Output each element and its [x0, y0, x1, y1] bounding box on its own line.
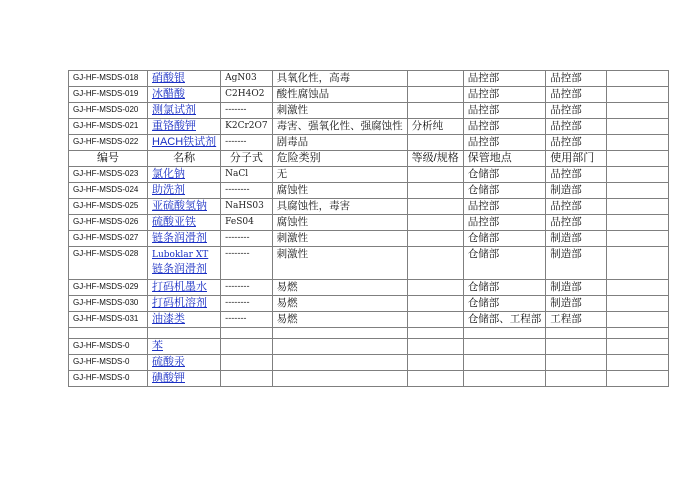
msds-code-cell: GJ-HF-MSDS-030 [69, 296, 148, 312]
msds-code-cell: GJ-HF-MSDS-019 [69, 87, 148, 103]
table-row [69, 103, 669, 119]
grade-cell [407, 87, 463, 103]
formula-cell: K2Cr2O7 [221, 119, 272, 135]
formula-cell: -------- [221, 280, 272, 296]
hazard-cell: 酸性腐蚀品 [272, 87, 407, 103]
empty-cell [221, 355, 272, 371]
chemical-link[interactable]: 氯化钠 [152, 168, 185, 180]
empty-cell [546, 339, 607, 355]
chemical-name-cell [148, 119, 221, 135]
chemical-link[interactable]: 打码机墨水 [152, 281, 207, 293]
formula-cell: FeS04 [221, 215, 272, 231]
chemical-link[interactable]: 测氯试剂 [152, 104, 196, 116]
msds-code-cell: GJ-HF-MSDS-018 [69, 71, 148, 87]
table-row [69, 183, 669, 199]
chemical-name-cell [148, 135, 221, 151]
grade-cell [407, 231, 463, 247]
empty-cell [546, 355, 607, 371]
location-cell: 品控部 [463, 87, 546, 103]
empty-cell [607, 183, 669, 199]
location-cell: 仓储部 [463, 183, 546, 199]
empty-cell [607, 119, 669, 135]
hazard-cell: 刺激性 [272, 247, 407, 280]
formula-cell: -------- [221, 183, 272, 199]
chemical-link[interactable]: 碘酸钾 [152, 372, 185, 384]
chemical-link[interactable]: 油漆类 [152, 313, 185, 325]
location-cell: 仓储部 [463, 167, 546, 183]
empty-cell [407, 328, 463, 339]
header-location: 保管地点 [463, 151, 546, 167]
table-row [69, 215, 669, 231]
empty-cell [463, 328, 546, 339]
location-cell: 仓储部 [463, 247, 546, 280]
blank-row [69, 328, 669, 339]
table-row [69, 231, 669, 247]
dept-cell: 制造部 [546, 183, 607, 199]
hazard-cell: 刺激性 [272, 231, 407, 247]
chemical-link[interactable]: HACH铁试剂 [152, 136, 217, 148]
formula-cell: ------- [221, 135, 272, 151]
location-cell: 品控部 [463, 135, 546, 151]
dept-cell: 品控部 [546, 71, 607, 87]
location-cell: 品控部 [463, 103, 546, 119]
dept-cell: 品控部 [546, 215, 607, 231]
dept-cell: 品控部 [546, 199, 607, 215]
empty-cell [463, 339, 546, 355]
msds-code-cell: GJ-HF-MSDS-0 [69, 371, 148, 387]
hazard-cell: 易燃 [272, 296, 407, 312]
empty-cell [546, 371, 607, 387]
grade-cell [407, 280, 463, 296]
table-row [69, 135, 669, 151]
dept-cell: 品控部 [546, 167, 607, 183]
grade-cell [407, 296, 463, 312]
empty-cell [607, 231, 669, 247]
empty-cell [607, 135, 669, 151]
chemical-name-cell [148, 296, 221, 312]
empty-cell [607, 167, 669, 183]
location-cell: 仓储部 [463, 296, 546, 312]
hazard-cell: 腐蚀性 [272, 183, 407, 199]
empty-cell [221, 339, 272, 355]
msds-table-body [69, 71, 669, 387]
formula-cell: ------- [221, 103, 272, 119]
empty-cell [272, 371, 407, 387]
grade-cell [407, 183, 463, 199]
empty-cell [607, 296, 669, 312]
location-cell: 仓储部 [463, 280, 546, 296]
empty-cell [607, 87, 669, 103]
chemical-link[interactable]: 重铬酸钾 [152, 120, 196, 132]
location-cell: 品控部 [463, 215, 546, 231]
formula-cell: AgN03 [221, 71, 272, 87]
hazard-cell: 无 [272, 167, 407, 183]
msds-code-cell: GJ-HF-MSDS-027 [69, 231, 148, 247]
dept-cell: 品控部 [546, 119, 607, 135]
grade-cell [407, 215, 463, 231]
empty-cell [221, 328, 272, 339]
msds-code-cell: GJ-HF-MSDS-0 [69, 355, 148, 371]
header-dept: 使用部门 [546, 151, 607, 167]
chemical-name-cell [148, 103, 221, 119]
empty-cell [272, 328, 407, 339]
dept-cell: 制造部 [546, 247, 607, 280]
hazard-cell: 具氧化性，高毒 [272, 71, 407, 87]
empty-cell [463, 355, 546, 371]
empty-cell [463, 371, 546, 387]
chemical-name-cell [148, 215, 221, 231]
grade-cell [407, 71, 463, 87]
hazard-cell: 具腐蚀性，毒害 [272, 199, 407, 215]
header-hazard: 危险类别 [272, 151, 407, 167]
chemical-name-cell [148, 231, 221, 247]
empty-cell [607, 355, 669, 371]
grade-cell [407, 103, 463, 119]
hazard-cell: 毒害、强氧化性、强腐蚀性 [272, 119, 407, 135]
grade-cell [407, 247, 463, 280]
formula-cell: -------- [221, 247, 272, 280]
empty-cell [607, 312, 669, 328]
chemical-link[interactable]: 硫酸汞 [152, 356, 185, 368]
grade-cell [407, 199, 463, 215]
empty-cell [607, 328, 669, 339]
grade-cell [407, 167, 463, 183]
location-cell: 仓储部 [463, 231, 546, 247]
empty-cell [69, 328, 148, 339]
empty-cell [272, 355, 407, 371]
hazard-cell: 易燃 [272, 312, 407, 328]
grade-cell: 分析纯 [407, 119, 463, 135]
formula-cell: C2H4O2 [221, 87, 272, 103]
msds-code-cell: GJ-HF-MSDS-025 [69, 199, 148, 215]
grade-cell [407, 135, 463, 151]
empty-cell [546, 328, 607, 339]
chemical-link[interactable]: 链条润滑剂 [152, 263, 207, 275]
table-row [69, 371, 669, 387]
empty-cell [148, 328, 221, 339]
header-formula: 分子式 [221, 151, 272, 167]
msds-table [68, 70, 669, 387]
header-no: 编号 [69, 151, 148, 167]
chemical-name-cell [148, 247, 221, 280]
chemical-link[interactable]: 助洗剂 [152, 184, 185, 196]
table-row [69, 339, 669, 355]
header-empty [607, 151, 669, 167]
dept-cell: 工程部 [546, 312, 607, 328]
empty-cell [607, 371, 669, 387]
msds-code-cell: GJ-HF-MSDS-029 [69, 280, 148, 296]
empty-cell [607, 339, 669, 355]
empty-cell [607, 215, 669, 231]
chemical-link[interactable]: 苯 [152, 340, 163, 352]
dept-cell: 制造部 [546, 280, 607, 296]
msds-code-cell: GJ-HF-MSDS-0 [69, 339, 148, 355]
empty-cell [407, 355, 463, 371]
msds-code-cell: GJ-HF-MSDS-022 [69, 135, 148, 151]
formula-cell: NaCl [221, 167, 272, 183]
hazard-cell: 刺激性 [272, 103, 407, 119]
chemical-name-cell [148, 371, 221, 387]
chemical-link[interactable]: 冰醋酸 [152, 88, 185, 100]
table-row [69, 296, 669, 312]
table-row [69, 247, 669, 280]
formula-cell: -------- [221, 231, 272, 247]
chemical-name-cell [148, 339, 221, 355]
msds-code-cell: GJ-HF-MSDS-020 [69, 103, 148, 119]
formula-cell: -------- [221, 296, 272, 312]
msds-code-cell: GJ-HF-MSDS-031 [69, 312, 148, 328]
chemical-name-cell [148, 167, 221, 183]
msds-code-cell: GJ-HF-MSDS-026 [69, 215, 148, 231]
msds-code-cell: GJ-HF-MSDS-021 [69, 119, 148, 135]
chemical-link[interactable]: 亚硫酸氢钠 [152, 200, 207, 212]
empty-cell [607, 199, 669, 215]
empty-cell [607, 71, 669, 87]
hazard-cell: 易燃 [272, 280, 407, 296]
chemical-name-cell [148, 199, 221, 215]
chemical-link[interactable]: 打码机溶剂 [152, 297, 207, 309]
grade-cell [407, 312, 463, 328]
table-row [69, 71, 669, 87]
empty-cell [221, 371, 272, 387]
location-cell: 品控部 [463, 71, 546, 87]
header-name: 名称 [148, 151, 221, 167]
table-row [69, 312, 669, 328]
hazard-cell: 剧毒品 [272, 135, 407, 151]
msds-code-cell: GJ-HF-MSDS-028 [69, 247, 148, 280]
empty-cell [607, 103, 669, 119]
chemical-name-cell [148, 87, 221, 103]
dept-cell: 品控部 [546, 103, 607, 119]
formula-cell: ------- [221, 312, 272, 328]
location-cell: 仓储部、工程部 [463, 312, 546, 328]
location-cell: 品控部 [463, 199, 546, 215]
empty-cell [607, 280, 669, 296]
formula-cell: NaHS03 [221, 199, 272, 215]
header-grade: 等级/规格 [407, 151, 463, 167]
chemical-link[interactable]: 硫酸亚铁 [152, 216, 196, 228]
location-cell: 品控部 [463, 119, 546, 135]
dept-cell: 品控部 [546, 87, 607, 103]
dept-cell: 品控部 [546, 135, 607, 151]
chemical-name-cell [148, 280, 221, 296]
empty-cell [407, 339, 463, 355]
chemical-link[interactable]: Luboklar XT [152, 250, 209, 260]
chemical-name-cell [148, 312, 221, 328]
empty-cell [407, 371, 463, 387]
table-row [69, 167, 669, 183]
chemical-link[interactable]: 链条润滑剂 [152, 232, 207, 244]
msds-code-cell: GJ-HF-MSDS-023 [69, 167, 148, 183]
chemical-name-cell [148, 355, 221, 371]
msds-code-cell: GJ-HF-MSDS-024 [69, 183, 148, 199]
chemical-name-cell [148, 71, 221, 87]
table-row [69, 280, 669, 296]
dept-cell: 制造部 [546, 296, 607, 312]
dept-cell: 制造部 [546, 231, 607, 247]
hazard-cell: 腐蚀性 [272, 215, 407, 231]
chemical-name-cell [148, 183, 221, 199]
empty-cell [607, 247, 669, 280]
header-row [69, 151, 669, 167]
table-row [69, 355, 669, 371]
empty-cell [272, 339, 407, 355]
table-row [69, 119, 669, 135]
table-row [69, 199, 669, 215]
table-row [69, 87, 669, 103]
chemical-link[interactable]: 硝酸银 [152, 72, 185, 84]
